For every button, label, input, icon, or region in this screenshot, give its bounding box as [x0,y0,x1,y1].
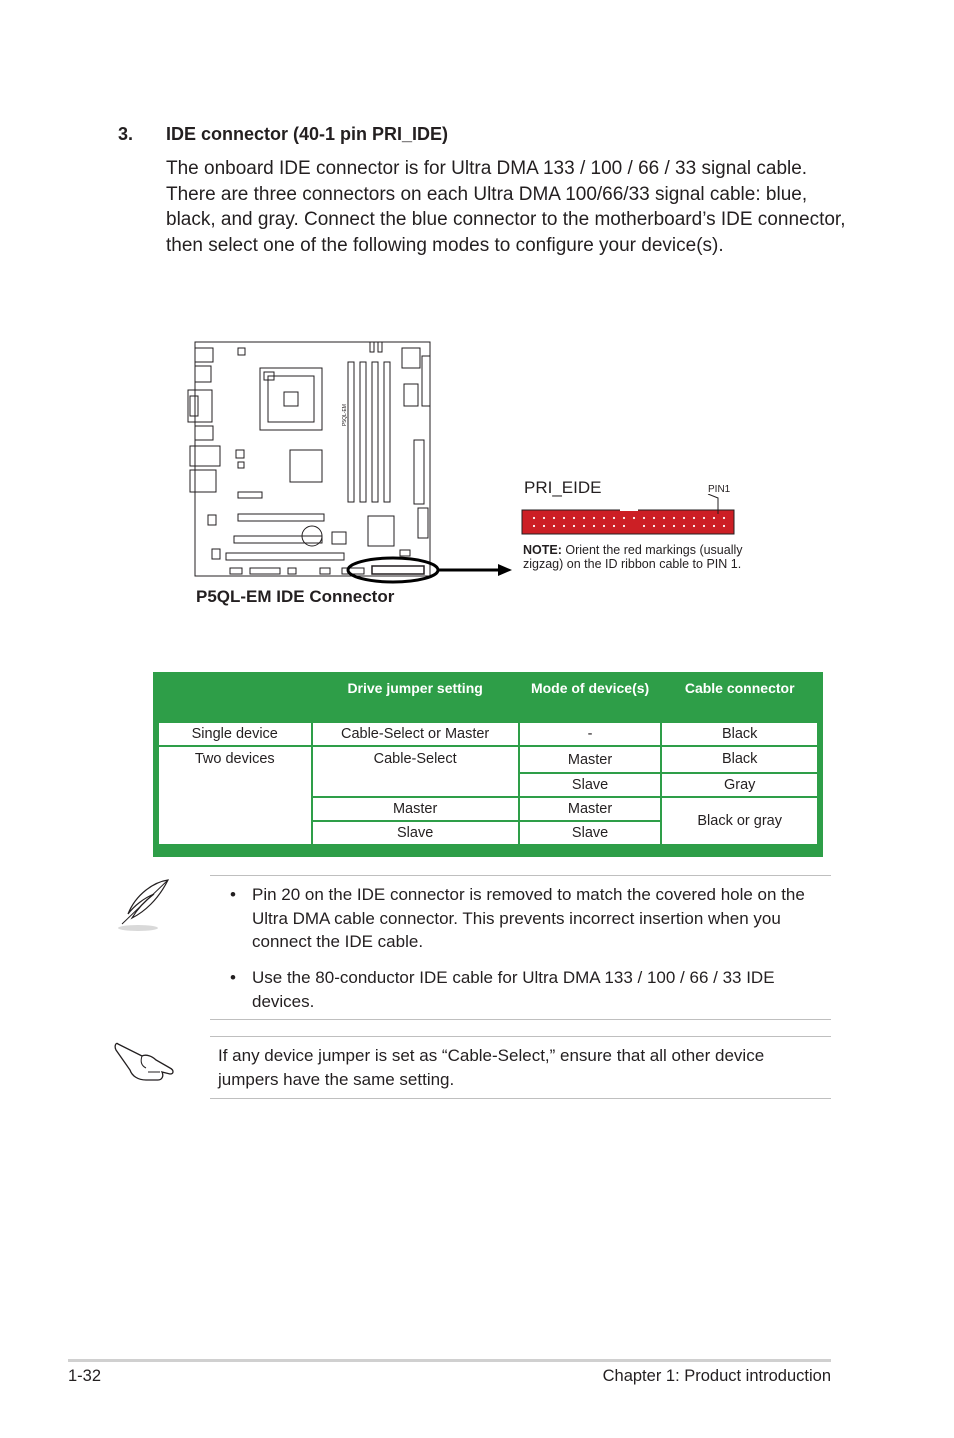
connector-note: NOTE: Orient the red markings (usually zigzag) on the ID ribbon cable to PIN 1. [523,543,743,571]
feather-pen-icon [114,876,176,934]
connector-pin [653,517,655,519]
table-cell: Cable-Select [312,746,519,797]
connector-pin [553,517,555,519]
table-row [158,746,818,773]
figure-caption: P5QL-EM IDE Connector [196,587,395,606]
connector-pin [533,525,535,527]
connector-pin [643,525,645,527]
section-title: IDE connector (40-1 pin PRI_IDE) [166,124,449,144]
connector-pin [673,525,675,527]
connector-pin [653,525,655,527]
bullet-marker: • [230,968,236,987]
chapter-title: Chapter 1: Product introduction [602,1367,831,1385]
jumper-mode-table [153,672,823,857]
motherboard-diagram [186,340,516,585]
connector-pin [683,525,685,527]
connector-body [522,510,734,534]
caution-top-rule [210,1036,831,1037]
connector-pin [603,517,605,519]
caution-bottom-rule [210,1098,831,1099]
table-cell: Slave [519,773,662,797]
table-header-row [158,676,818,722]
table-cell: Slave [519,821,662,845]
connector-pin [583,525,585,527]
connector-pin [563,517,565,519]
table-cell: Cable-Select or Master [312,722,519,746]
connector-pin [723,517,725,519]
note-bottom-rule [210,1019,831,1020]
connector-pin [703,525,705,527]
connector-pin [573,517,575,519]
connector-pin [693,525,695,527]
connector-pin [583,517,585,519]
ide-connector-graphic [520,494,736,538]
connector-label: PRI_EIDE [524,478,602,497]
connector-pin [603,525,605,527]
connector-pin [563,525,565,527]
page-number: 1-32 [68,1367,102,1385]
connector-pin [723,525,725,527]
table-header-cell [158,676,312,722]
connector-pin [533,517,535,519]
connector-pin [593,525,595,527]
table-cell: Master [519,746,662,773]
connector-pin [643,517,645,519]
connector-pin [693,517,695,519]
table-cell: Master [519,797,662,821]
connector-pin [713,525,715,527]
table-cell: Black [661,722,818,746]
note-top-rule [210,875,831,876]
connector-pin [593,517,595,519]
connector-pin [613,525,615,527]
connector-pin [553,525,555,527]
table-cell: Master [312,797,519,821]
table-cell: Two devices [158,746,312,845]
pointing-hand-icon [112,1036,180,1086]
table-cell: Black [661,746,818,773]
connector-pin [713,517,715,519]
connector-pin [623,525,625,527]
note-bullet-2: Use the 80-conductor IDE cable for Ultra DMA 133 / 100 / 66 / 33 IDE devices. [252,968,775,1011]
connector-pin [633,517,635,519]
connector-pin [673,517,675,519]
connector-pin [613,517,615,519]
section-number: 3. [118,124,134,144]
table-header-cell: Cable connector [684,680,795,696]
connector-pin [623,517,625,519]
pin1-label: PIN1 [708,484,731,495]
connector-pin [703,517,705,519]
connector-pin [543,517,545,519]
table-cell: Black or gray [661,797,818,845]
table-cell: Single device [158,722,312,746]
note-bullet-1: Pin 20 on the IDE connector is removed to match the covered hole on the Ultra DMA cable connector. This prevents incorrect insertion when you connect the IDE cable. [252,885,805,951]
connector-pin [663,517,665,519]
board-label: P5QL-EM [342,404,348,426]
footer-rule [68,1359,831,1362]
connector-pin [663,525,665,527]
table-cell: - [519,722,662,746]
caution-text: If any device jumper is set as “Cable-Select,” ensure that all other device jumpers have the same setting. [218,1046,765,1089]
connector-pin [573,525,575,527]
table-row [158,722,818,746]
board-outline [195,342,430,576]
table-cell: Gray [661,773,818,797]
table-cell: Slave [312,821,519,845]
table-header-cell: Mode of device(s) [530,680,650,696]
connector-pin [543,525,545,527]
intro-paragraph: The onboard IDE connector is for Ultra DMA 133 / 100 / 66 / 33 signal cable. There are three connectors on each Ultra DMA 100/66/33 signal cable: blue, black, and gray. Connect the blue connector to the motherboard’s IDE connector, then select one of the following modes to configure your device(s). [166,158,846,256]
connector-pin [683,517,685,519]
bullet-marker: • [230,885,236,904]
table-header-cell: Drive jumper setting [347,680,483,696]
